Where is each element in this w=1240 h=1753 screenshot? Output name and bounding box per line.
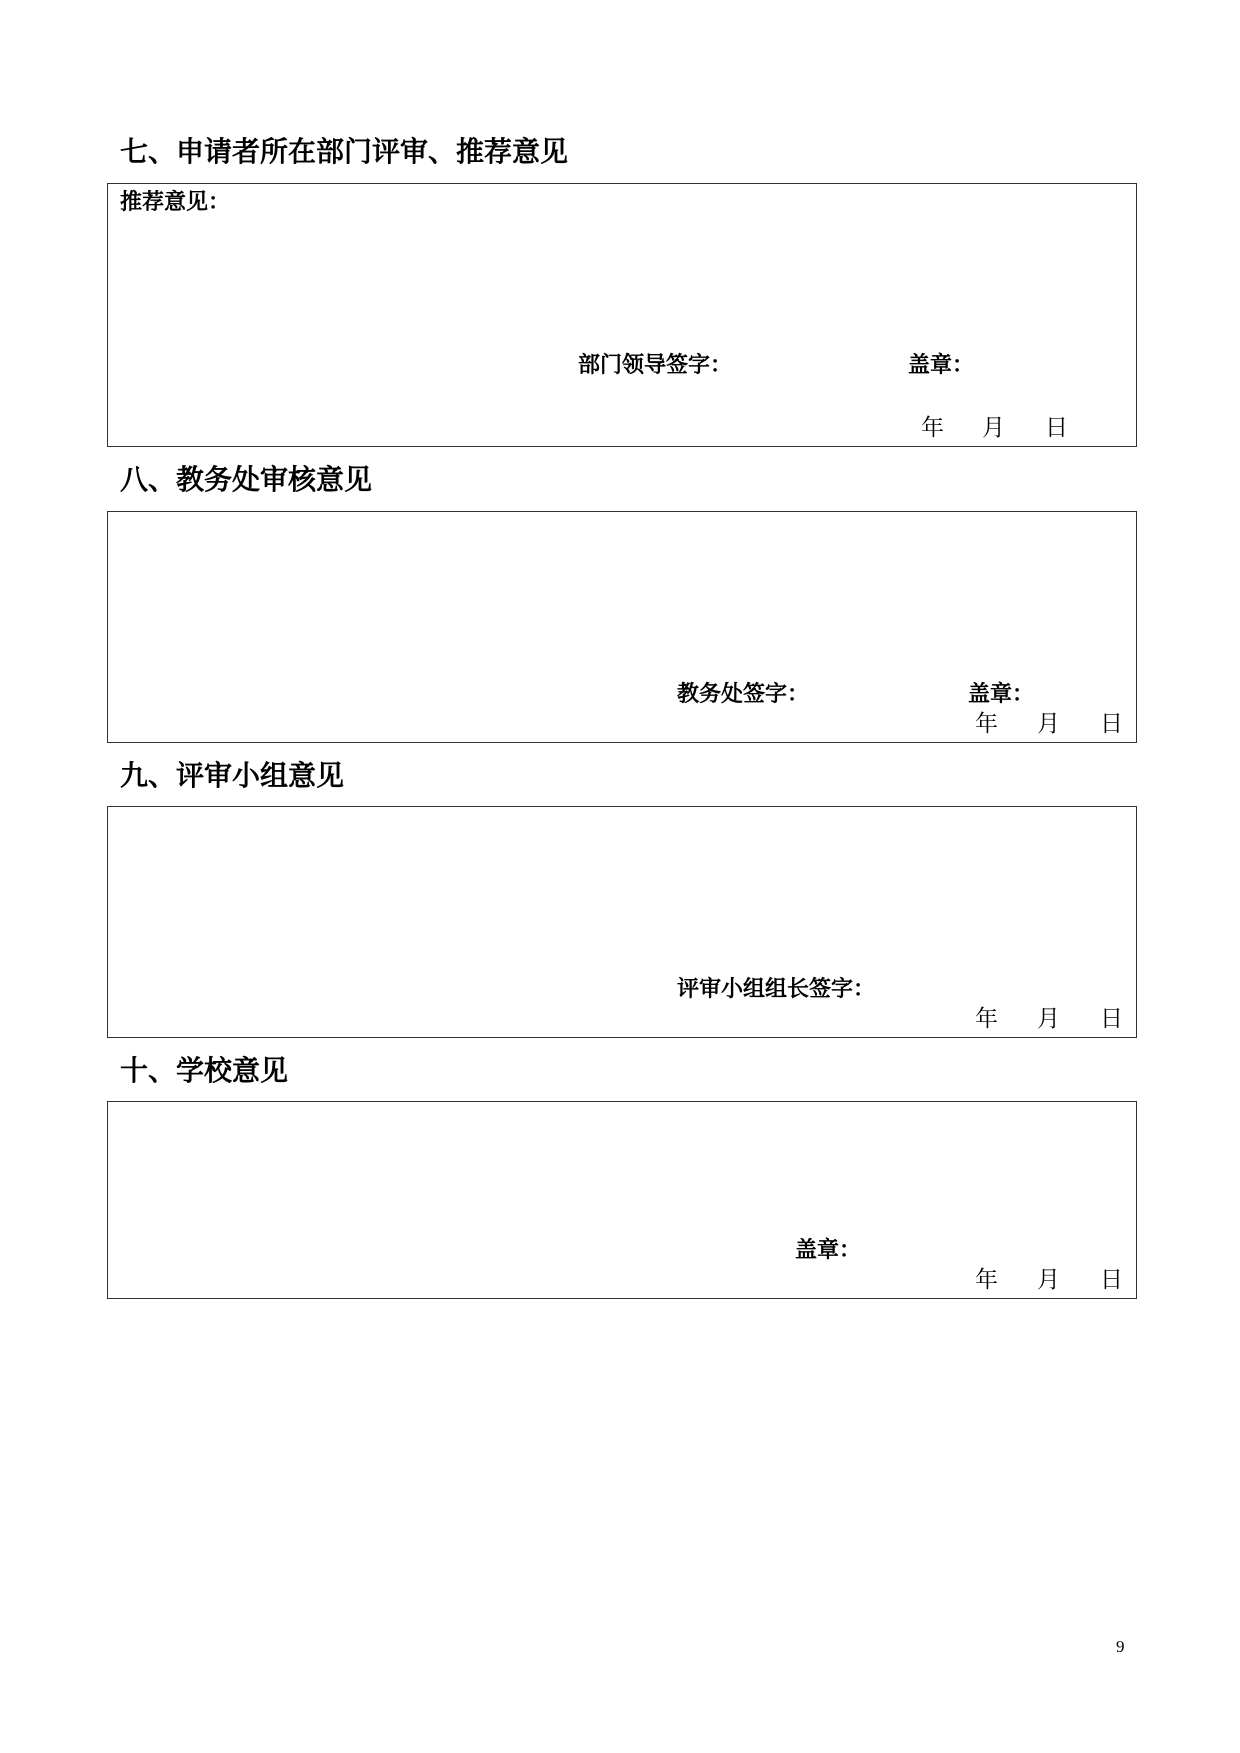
seal-label: 盖章： xyxy=(968,681,1035,707)
section-7-opinion-box[interactable] xyxy=(107,183,1137,447)
section-8-heading: 八、教务处审核意见 xyxy=(120,463,373,496)
date-year-label: 年 xyxy=(921,415,944,441)
date-month-label: 月 xyxy=(982,415,1005,441)
date-year-label: 年 xyxy=(975,1006,998,1032)
section-9-heading: 九、评审小组意见 xyxy=(120,759,345,792)
section-10-heading: 十、学校意见 xyxy=(120,1054,289,1087)
section-8-opinion-box[interactable] xyxy=(107,511,1137,743)
seal-label: 盖章： xyxy=(908,352,975,378)
date-month-label: 月 xyxy=(1037,1006,1060,1032)
dept-leader-signature-label: 部门领导签字： xyxy=(578,352,733,378)
recommendation-label: 推荐意见： xyxy=(120,189,231,215)
date-month-label: 月 xyxy=(1037,1267,1060,1293)
academic-affairs-signature-label: 教务处签字： xyxy=(677,681,810,707)
date-month-label: 月 xyxy=(1037,711,1060,737)
date-day-label: 日 xyxy=(1100,1267,1123,1293)
section-7-heading: 七、申请者所在部门评审、推荐意见 xyxy=(120,135,569,168)
section-9-opinion-box[interactable] xyxy=(107,806,1137,1038)
date-day-label: 日 xyxy=(1100,711,1123,737)
date-day-label: 日 xyxy=(1100,1006,1123,1032)
date-day-label: 日 xyxy=(1045,415,1068,441)
date-year-label: 年 xyxy=(975,711,998,737)
seal-label: 盖章： xyxy=(795,1237,862,1263)
section-10-opinion-box[interactable] xyxy=(107,1101,1137,1299)
page-number: 9 xyxy=(1116,1637,1125,1656)
date-year-label: 年 xyxy=(975,1267,998,1293)
panel-leader-signature-label: 评审小组组长签字： xyxy=(677,976,876,1002)
